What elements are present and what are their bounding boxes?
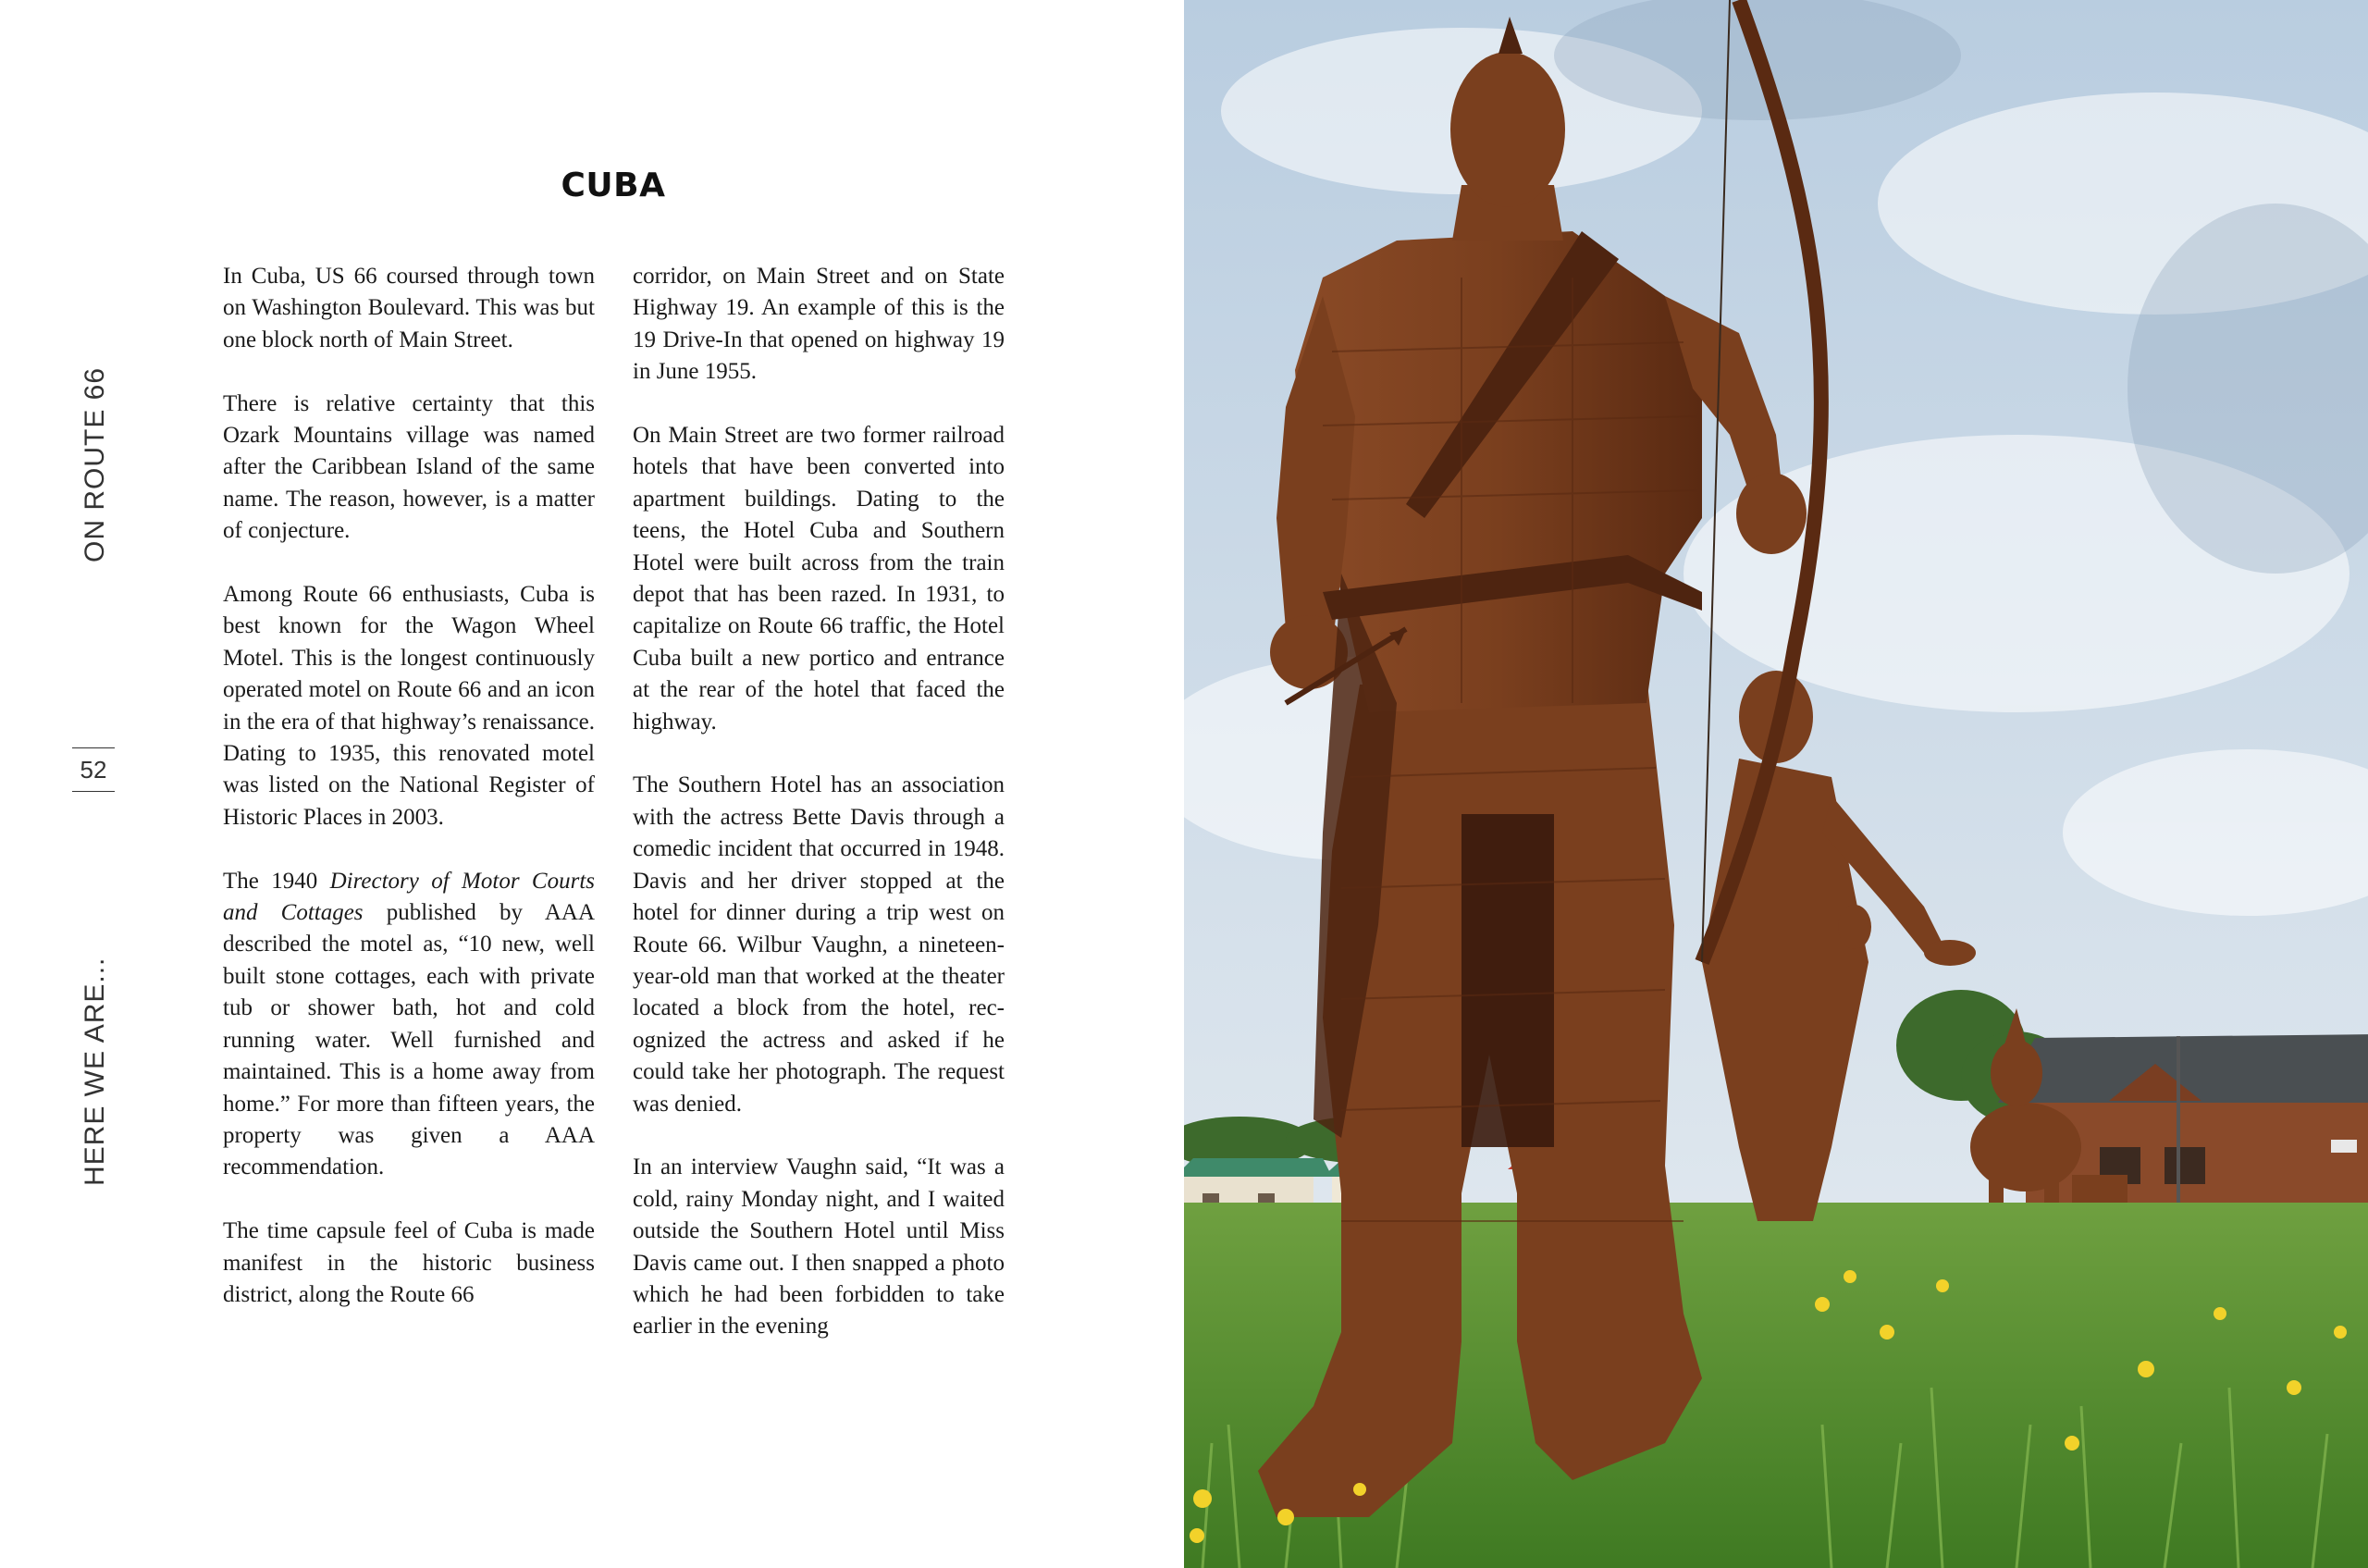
- sculpture-photo: [1184, 0, 2368, 1568]
- publication-title: Directory of Motor Courts and Cottages: [223, 868, 595, 926]
- text-column-right: [633, 261, 1005, 1343]
- text-column-left: [223, 261, 595, 1311]
- paragraph: In an interview Vaughn said, “It was a cold, rainy Monday night, and I waited outside the Southern Hotel until Miss Davis came out. I then snapped a photo which he had been forbidden to take earlier in the evening: [633, 1154, 1005, 1340]
- running-header-top: ON ROUTE 66: [80, 366, 110, 562]
- paragraph: Among Route 66 enthusiasts, Cuba is best known for the Wagon Wheel Motel. This is the longest continuously operated motel on Route 66 and an icon in the era of that highway’s renaissance. Dating to 1935, this renovated motel was listed on the National Register of Historic Places in 2003.: [223, 582, 595, 830]
- page-number: 52: [72, 747, 115, 792]
- figure-loincloth: [1462, 814, 1554, 1147]
- paragraph: corridor, on Main Street and on State Highway 19. An example of this is the 19 Drive-In that opened on highway 19 in June 1955.: [633, 264, 1005, 385]
- figure-right-hand: [1736, 473, 1807, 554]
- paragraph-text: The 1940: [223, 868, 330, 894]
- paragraph: On Main Street are two former railroad hotels that have been converted into apartment buildings. Dating to the teens, the Hotel Cuba and Southern Hotel were built across from the train depot that has been razed. In 1931, to capitalize on Route 66 traffic, the Hotel Cuba built a new portico and entrance at the rear of the hotel that faced the highway.: [633, 423, 1005, 735]
- paragraph: The time capsule feel of Cuba is made manifest in the historic business district, along the Route 66: [223, 1218, 595, 1307]
- article-title: CUBA: [561, 167, 666, 204]
- paragraph: In Cuba, US 66 coursed through town on Washington Boulevard. This was but one block north of Main Street.: [223, 264, 595, 352]
- figure-head: [1450, 52, 1565, 207]
- paragraph-with-title-reference: [223, 866, 595, 1184]
- paragraph: There is relative certainty that this Ozark Mountains village was named after the Caribbean Island of the same name. The reason, however, is a matter of conjecture.: [223, 390, 595, 544]
- paragraph-text: published by AAA described the motel as, “10 new, well built stone cottages, each with private tub or shower bath, hot and cold running water. Well furnished and maintained. This is a home away from home.” For more than fifteen years, the property was given a AAA recommendation.: [223, 900, 595, 1180]
- paragraph: The Southern Hotel has an association with the actress Bette Davis through a comedic incident that occurred in 1948. Davis and her driver stopped at the hotel for dinner during a trip west on Route 66. Wilbur Vaughn, a nineteen-year-old man that worked at the theater located a block from the hotel, recognized the actress and asked if he could take her photograph. The request was denied.: [633, 772, 1005, 1117]
- running-header-bottom: HERE WE ARE...: [80, 957, 110, 1186]
